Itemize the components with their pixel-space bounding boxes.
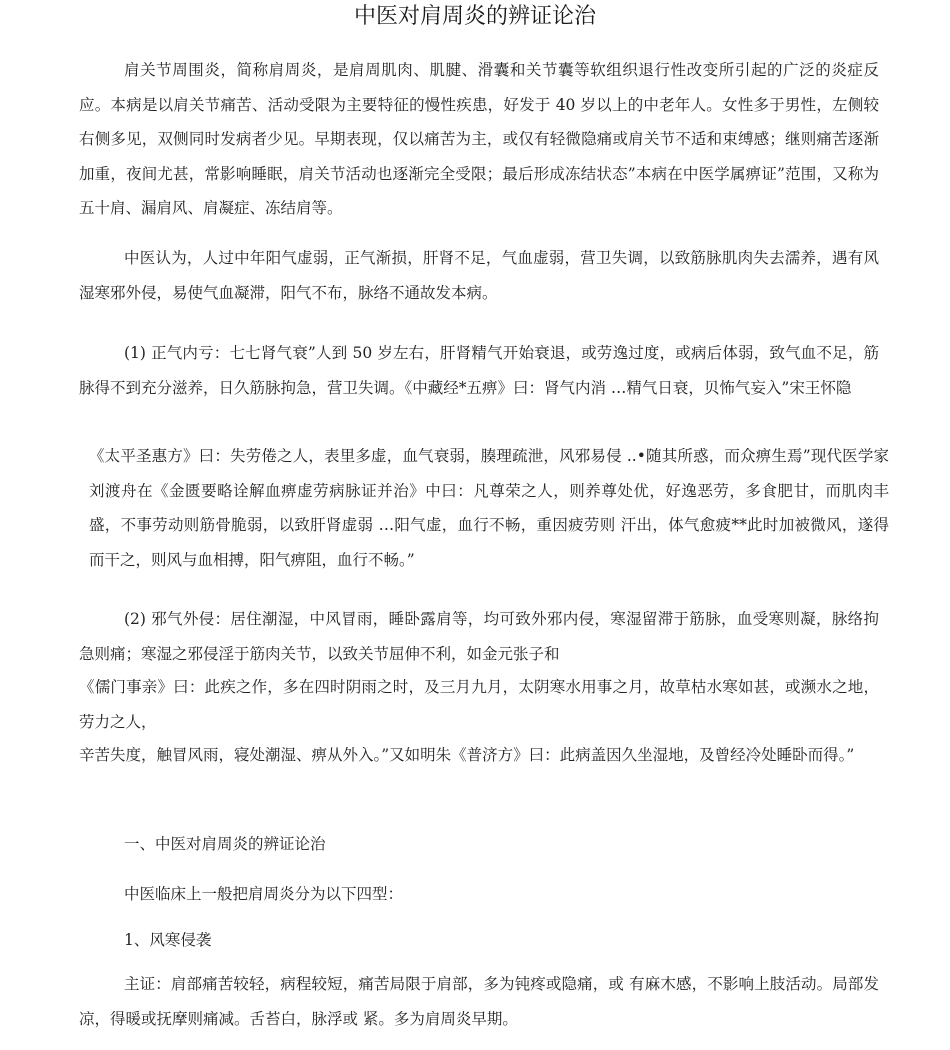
paragraph-main-symptoms: 主证：肩部痛苦较轻，病程较短，痛苦局限于肩部，多为钝疼或隐痛，或 有麻木感，不影响上肢活动。局部发凉，得暖或抚摩则痛减。舌苔白，脉浮或 紧。多为肩周炎早期。 [79, 975, 879, 1028]
paragraph-intro: 肩关节周围炎，简称肩周炎，是肩周肌肉、肌腱、滑囊和关节囊等软组织退行性改变所引起的广泛的炎症反应。本病是以肩关节痛苦、活动受限为主要特征的慢性疾患，好发于 40 岁以上的中老年人。女性多于男性，左侧较右侧多见，双侧同时发病者少见。早期表现，仅以痛苦为主，或仅有轻微隐痛或肩关节不适和束缚感；继则痛苦逐渐加重，夜间尤甚，常影响睡眠，肩关节活动也逐渐完全受限；最后形成冻结状态”本病在中医学属痹证”范围，又称为五十肩、漏肩风、肩凝症、冻结肩等。 [79, 61, 879, 217]
paragraph-cause-1: (1) 正气内亏：七七肾气衰”人到 50 岁左右，肝肾精气开始衰退，或劳逸过度，或病后体弱，致气血不足，筋脉得不到充分滋养，日久筋脉拘急，营卫失调。《中藏经*五痹》曰：肾气内消 …精气日衰，贝怖气妄入”宋王怀隐 [79, 344, 879, 397]
paragraph-cause-2: (2) 邪气外侵：居住潮湿，中风冒雨，睡卧露肩等，均可致外邪内侵，寒湿留滞于筋脉，血受寒则凝，脉络拘急则痛；寒湿之邪侵淫于筋肉关节，以致关节屈伸不利，如金元张子和 [79, 610, 879, 663]
paragraph-tcm-view: 中医认为，人过中年阳气虚弱，正气渐损，肝肾不足，气血虚弱，营卫失调，以致筋脉肌肉失去濡养，遇有风湿寒邪外侵，易使气血凝滞，阳气不布，脉络不通故发本病。 [79, 249, 879, 302]
subsection-heading: 1、风寒侵袭 [124, 931, 212, 949]
paragraph-cause-2-quote-cont: 辛苦失度，触冒风雨，寝处潮湿、痹从外入。”又如明朱《普济方》曰：此病盖因久坐湿地，及曾经冷处睡卧而得。” [79, 746, 855, 764]
section-heading: 一、中医对肩周炎的辨证论治 [124, 835, 326, 853]
paragraph-cause-1-quote: 《太平圣惠方》曰：失劳倦之人，表里多虚，血气衰弱，腠理疏泄，风邪易侵 ..•随其所惑，而众痹生焉”现代医学家刘渡舟在《金匮要略诠解血痹虚劳病脉证并治》中曰：凡尊荣之人，则养尊处优，好逸恶劳，多食肥甘，而肌肉丰盛，不事劳动则筋骨脆弱，以致肝肾虚弱 …阳气虚，血行不畅，重因疲劳则 汗出，体气愈疲**此时加被微风，遂得而干之，则风与血相搏，阳气痹阻，血行不畅。” [89, 447, 889, 569]
document-title: 中医对肩周炎的辨证论治 [353, 4, 596, 29]
paragraph-types-intro: 中医临床上一般把肩周炎分为以下四型： [124, 885, 404, 903]
paragraph-cause-2-quote: 《儒门事亲》曰：此疾之作，多在四时阴雨之时，及三月九月，太阴寒水用事之月，故草枯水寒如甚，或濒水之地，劳力之人， [79, 678, 879, 731]
